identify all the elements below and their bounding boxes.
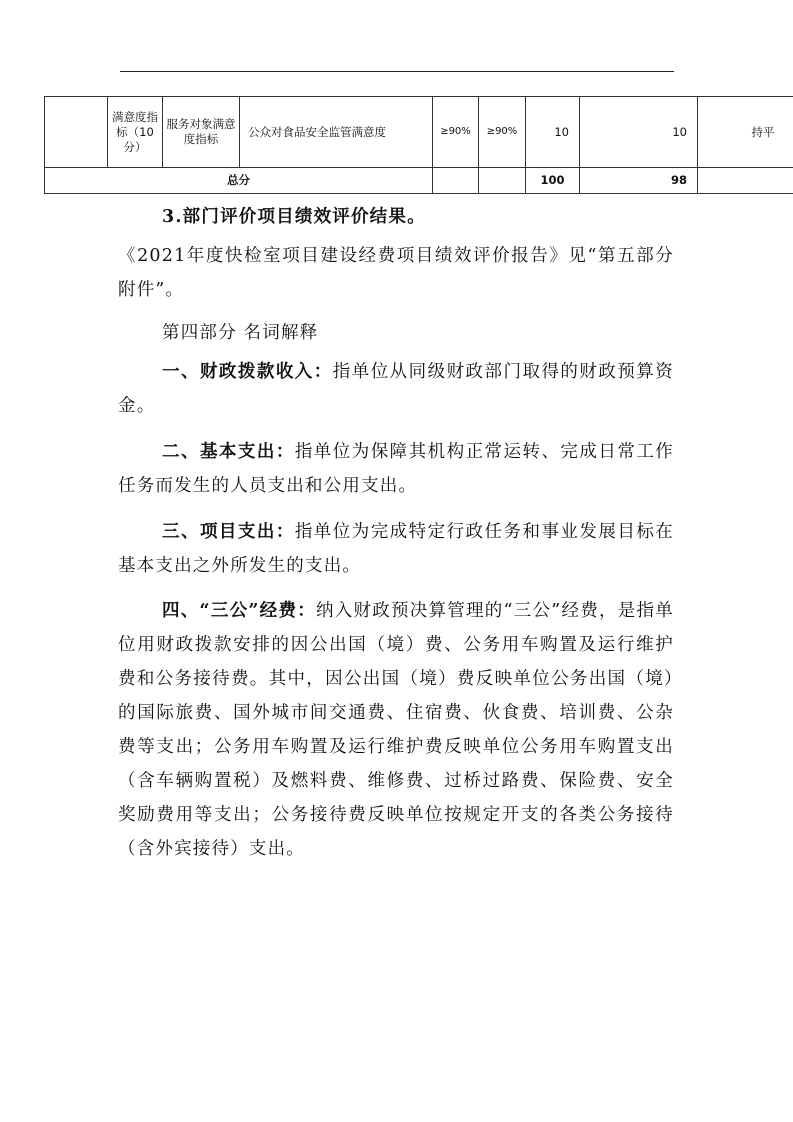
performance-table — [44, 96, 793, 194]
total-label: 总分 — [45, 168, 433, 194]
term-item-4 — [118, 594, 674, 866]
actual-cell: ≥90% — [479, 97, 526, 168]
level3-cell: 服务对象满意度指标 — [163, 97, 240, 168]
term-item-3 — [118, 515, 674, 583]
term-label: 一、财政拨款收入： — [162, 362, 333, 382]
target-cell: ≥90% — [433, 97, 479, 168]
score-cell: 10 — [580, 97, 698, 168]
level2-cell: 满意度指标（10分） — [108, 97, 163, 168]
section3-heading: 3.部门评价项目绩效评价结果。 — [162, 207, 426, 227]
empty-cell — [479, 168, 526, 194]
level1-cell — [45, 97, 108, 168]
note-cell: 持平 — [698, 97, 793, 168]
term-item-2 — [118, 435, 674, 503]
score-total: 98 — [580, 168, 698, 194]
section3-body: 《2021年度快检室项目建设经费项目绩效评价报告》见“第五部分附件”。 — [118, 246, 674, 300]
weight-cell: 10 — [526, 97, 580, 168]
weight-total: 100 — [526, 168, 580, 194]
term-label: 二、基本支出： — [162, 442, 295, 462]
term-label: 三、项目支出： — [162, 522, 295, 542]
empty-cell — [433, 168, 479, 194]
total-row — [45, 168, 793, 194]
table-row — [45, 97, 793, 168]
term-definition: 指单位从同级财政部门取得的财政预算资金。 — [118, 362, 674, 416]
empty-cell — [698, 168, 793, 194]
term-definition: 纳入财政预决算管理的“三公”经费，是指单位用财政拨款安排的因公出国（境）费、公务用车购置及运行维护费和公务接待费。其中，因公出国（境）费反映单位公务出国（境）的国际旅费、国外城市间交通费、住宿费、伙食费、培训费、公杂费等支出；公务用车购置及运行维护费反映单位公务用车购置支出（含车辆购置税）及燃料费、维修费、过桥过路费、保险费、安全奖励费用等支出；公务接待费反映单位按规定开支的各类公务接待（含外宾接待）支出。 — [118, 601, 674, 859]
term-item-1 — [118, 355, 674, 423]
part4-heading: 第四部分 名词解释 — [162, 323, 319, 343]
header-rule — [120, 71, 674, 72]
term-definition: 指单位为完成特定行政任务和事业发展目标在基本支出之外所发生的支出。 — [118, 522, 674, 576]
term-label: 四、“三公”经费： — [162, 601, 316, 621]
indicator-cell: 公众对食品安全监管满意度 — [240, 97, 433, 168]
term-definition: 指单位为保障其机构正常运转、完成日常工作任务而发生的人员支出和公用支出。 — [118, 442, 674, 496]
